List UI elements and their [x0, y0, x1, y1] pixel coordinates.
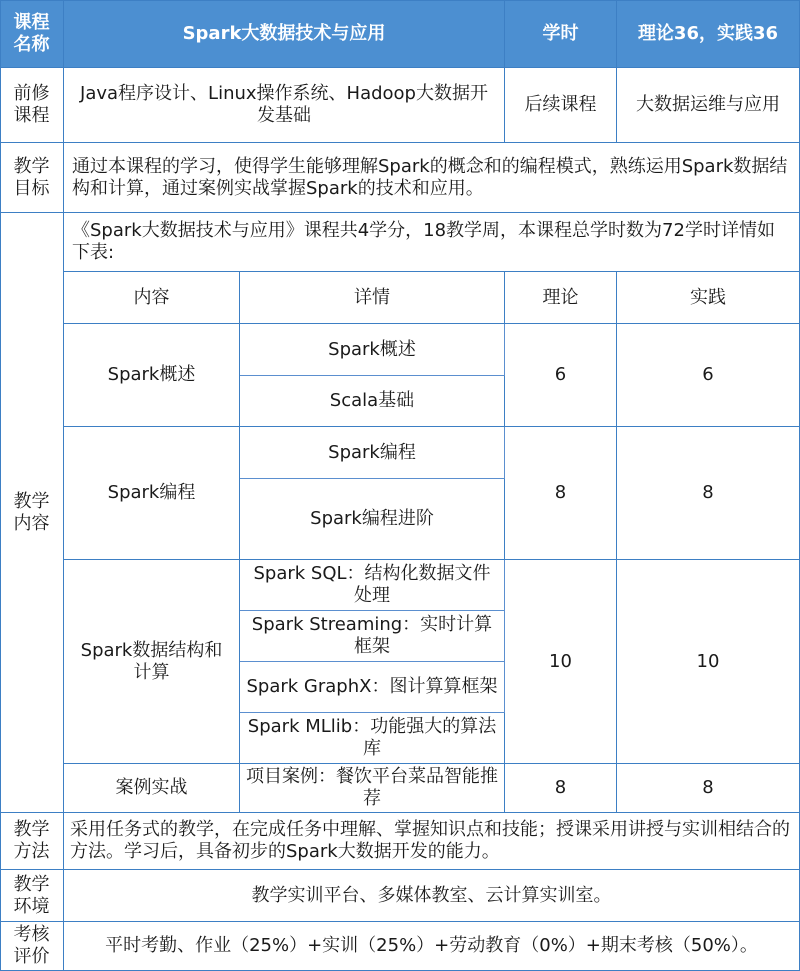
module-practice-hours: 6 — [617, 324, 800, 427]
module-detail: Spark SQL：结构化数据文件处理 — [240, 560, 505, 611]
assessment-label: 考核评价 — [0, 922, 64, 971]
module-name: Spark数据结构和计算 — [64, 560, 240, 764]
module-name: 案例实战 — [64, 764, 240, 813]
prereq-value: Java程序设计、Linux操作系统、Hadoop大数据开发基础 — [64, 68, 505, 143]
followup-label: 后续课程 — [505, 68, 617, 143]
col-header-theory: 理论 — [505, 271, 617, 324]
module-detail: Spark GraphX：图计算算框架 — [240, 662, 505, 713]
module-theory-hours: 6 — [505, 324, 617, 427]
environment-text: 教学实训平台、多媒体教室、云计算实训室。 — [64, 870, 800, 922]
col-header-content: 内容 — [64, 271, 240, 324]
goal-label: 教学目标 — [0, 143, 64, 213]
followup-value: 大数据运维与应用 — [617, 68, 800, 143]
method-label: 教学方法 — [0, 813, 64, 870]
module-theory-hours: 8 — [505, 764, 617, 813]
course-name-value: Spark大数据技术与应用 — [64, 0, 505, 68]
module-detail: Spark编程 — [240, 427, 505, 479]
module-theory-hours: 10 — [505, 560, 617, 764]
module-practice-hours: 8 — [617, 427, 800, 560]
col-header-practice: 实践 — [617, 271, 800, 324]
prereq-label: 前修课程 — [0, 68, 64, 143]
col-header-detail: 详情 — [240, 271, 505, 324]
assessment-text: 平时考勤、作业（25%）+实训（25%）+劳动教育（0%）+期末考核（50%）。 — [64, 922, 800, 971]
module-detail: Spark MLlib：功能强大的算法库 — [240, 713, 505, 764]
environment-label: 教学环境 — [0, 870, 64, 922]
module-name: Spark编程 — [64, 427, 240, 560]
course-name-label: 课程名称 — [0, 0, 64, 68]
module-name: Spark概述 — [64, 324, 240, 427]
content-intro: 《Spark大数据技术与应用》课程共4学分，18教学周，本课程总学时数为72学时详情如下表: — [64, 213, 800, 271]
hours-value: 理论36，实践36 — [617, 0, 800, 68]
module-detail: Spark概述 — [240, 324, 505, 376]
module-theory-hours: 8 — [505, 427, 617, 560]
hours-label: 学时 — [505, 0, 617, 68]
module-detail: Scala基础 — [240, 376, 505, 427]
module-detail: Spark Streaming：实时计算框架 — [240, 611, 505, 662]
method-text: 采用任务式的教学，在完成任务中理解、掌握知识点和技能；授课采用讲授与实训相结合的方法。学习后，具备初步的Spark大数据开发的能力。 — [64, 813, 800, 870]
goal-text: 通过本课程的学习，使得学生能够理解Spark的概念和的编程模式，熟练运用Spark数据结构和计算，通过案例实战掌握Spark的技术和应用。 — [64, 143, 800, 213]
module-practice-hours: 10 — [617, 560, 800, 764]
content-label: 教学内容 — [0, 213, 64, 813]
module-practice-hours: 8 — [617, 764, 800, 813]
module-detail: Spark编程进阶 — [240, 479, 505, 560]
module-detail: 项目案例：餐饮平台菜品智能推荐 — [240, 764, 505, 813]
